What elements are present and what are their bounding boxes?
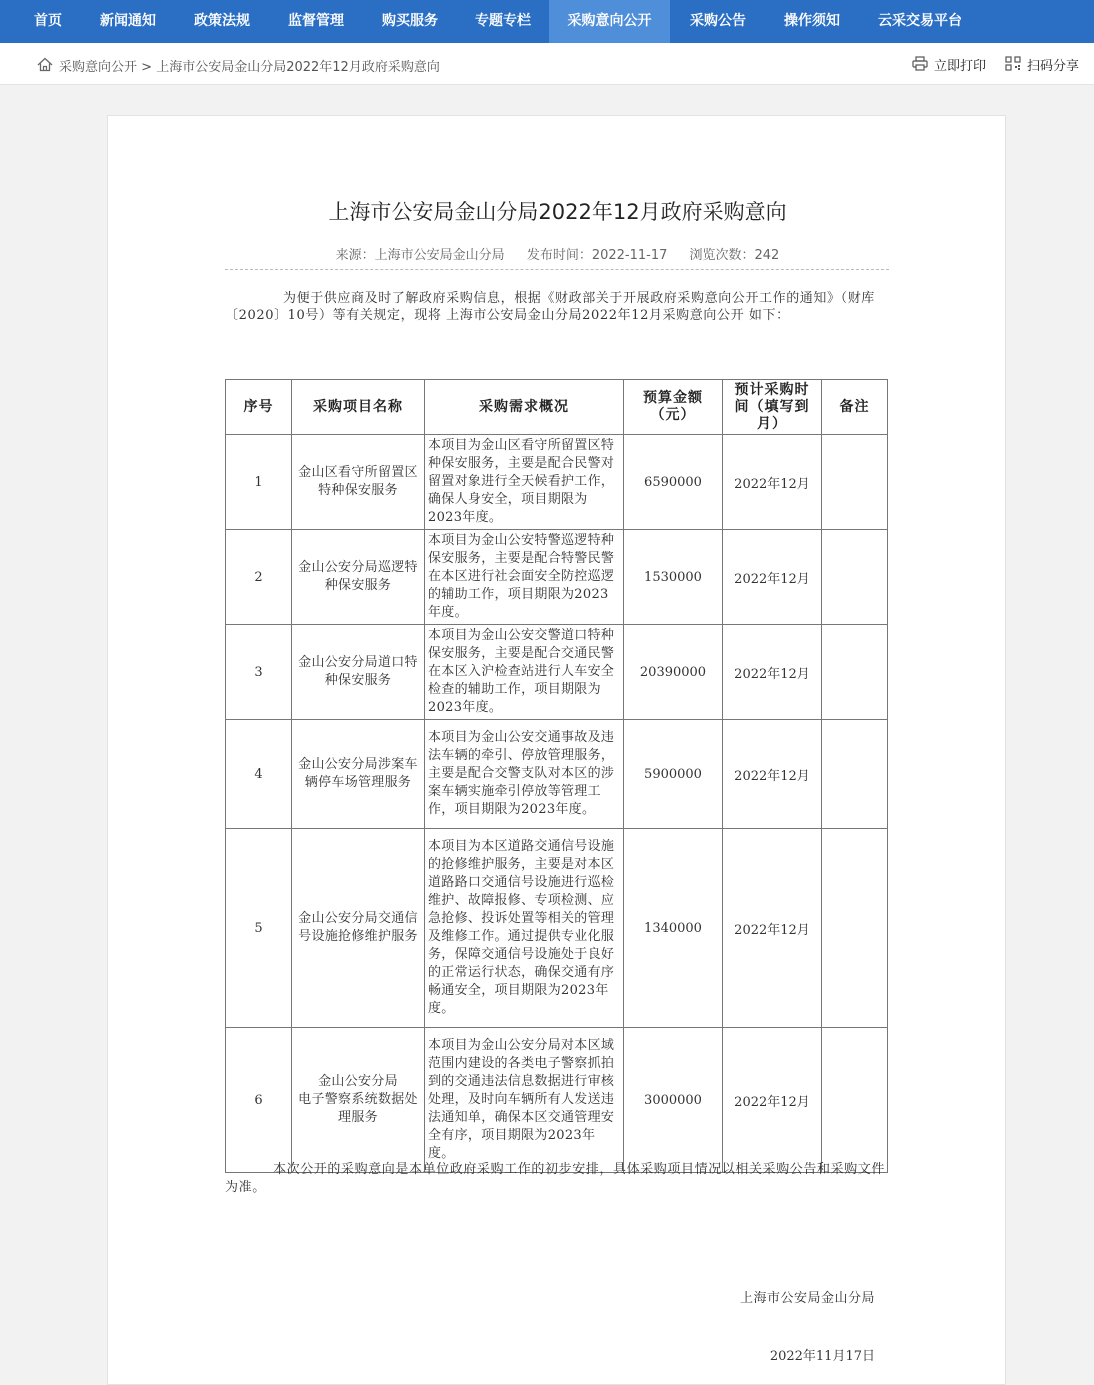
header-no: 序号 xyxy=(226,380,292,435)
cell-note xyxy=(822,625,888,720)
header-note: 备注 xyxy=(822,380,888,435)
cell-desc: 本项目为本区道路交通信号设施的抢修维护服务，主要是对本区道路路口交通信号设施进行巡检维护、故障报修、专项检测、应急抢修、投诉处置等相关的管理及维修工作。通过提供专业化服务，保障交通信号设施处于良好的正常运行状态，确保交通有序畅通安全，项目期限为2023年度。 xyxy=(425,829,624,1028)
nav-intention[interactable]: 采购意向公开 xyxy=(549,0,670,43)
cell-budget: 6590000 xyxy=(624,435,723,530)
cell-note xyxy=(822,829,888,1028)
article-views: 浏览次数：242 xyxy=(689,248,780,263)
nav-policy[interactable]: 政策法规 xyxy=(194,13,250,29)
breadcrumb-parent[interactable]: 采购意向公开 xyxy=(59,60,138,75)
nav-announcements[interactable]: 采购公告 xyxy=(690,13,746,29)
cell-budget: 1340000 xyxy=(624,829,723,1028)
cell-note xyxy=(822,435,888,530)
table-header-row xyxy=(226,380,888,435)
cell-note xyxy=(822,1028,888,1173)
header-time: 预计采购时间（填写到月） xyxy=(723,380,822,435)
breadcrumb-bar xyxy=(0,43,1094,85)
nav-purchase-service[interactable]: 购买服务 xyxy=(382,13,438,29)
cell-name: 金山公安分局 电子警察系统数据处理服务 xyxy=(292,1028,425,1173)
cell-name: 金山公安分局涉案车辆停车场管理服务 xyxy=(292,720,425,829)
cell-note xyxy=(822,720,888,829)
table-row xyxy=(226,720,888,829)
article-meta xyxy=(108,244,1007,263)
cell-time: 2022年12月 xyxy=(723,1028,822,1173)
article-signature: 上海市公安局金山分局 xyxy=(739,1291,875,1306)
title-divider xyxy=(225,269,889,270)
cell-time: 2022年12月 xyxy=(723,530,822,625)
header-name: 采购项目名称 xyxy=(292,380,425,435)
article-published: 发布时间：2022-11-17 xyxy=(526,248,668,263)
top-nav xyxy=(0,0,1094,43)
cell-budget: 1530000 xyxy=(624,530,723,625)
cell-name: 金山公安分局巡逻特种保安服务 xyxy=(292,530,425,625)
cell-budget: 3000000 xyxy=(624,1028,723,1173)
cell-time: 2022年12月 xyxy=(723,435,822,530)
cell-desc: 本项目为金山公安交警道口特种保安服务，主要是配合交通民警在本区入沪检查站进行人车安全检查的辅助工作，项目期限为2023年度。 xyxy=(425,625,624,720)
table-row xyxy=(226,530,888,625)
cell-note xyxy=(822,530,888,625)
nav-news[interactable]: 新闻通知 xyxy=(100,13,156,29)
table-row xyxy=(226,625,888,720)
cell-no: 6 xyxy=(226,1028,292,1173)
cell-no: 5 xyxy=(226,829,292,1028)
breadcrumb-separator: > xyxy=(141,60,153,75)
cell-desc: 本项目为金山区看守所留置区特种保安服务，主要是配合民警对留置对象进行全天候看护工作，确保人身安全，项目期限为2023年度。 xyxy=(425,435,624,530)
breadcrumb-current: 上海市公安局金山分局2022年12月政府采购意向 xyxy=(156,60,440,75)
article-date: 2022年11月17日 xyxy=(769,1349,875,1364)
cell-time: 2022年12月 xyxy=(723,625,822,720)
cell-no: 4 xyxy=(226,720,292,829)
cell-no: 2 xyxy=(226,530,292,625)
header-desc: 采购需求概况 xyxy=(425,380,624,435)
cell-time: 2022年12月 xyxy=(723,720,822,829)
table-row xyxy=(226,829,888,1028)
nav-supervision[interactable]: 监督管理 xyxy=(288,13,344,29)
nav-trading-platform[interactable]: 云采交易平台 xyxy=(878,13,962,29)
article-title: 上海市公安局金山分局2022年12月政府采购意向 xyxy=(328,200,787,224)
article-source: 来源：上海市公安局金山分局 xyxy=(335,248,505,263)
breadcrumb xyxy=(59,56,440,75)
printer-icon xyxy=(912,56,928,71)
share-label: 扫码分享 xyxy=(1027,59,1080,74)
cell-time: 2022年12月 xyxy=(723,829,822,1028)
article-intro: 为便于供应商及时了解政府采购信息，根据《财政部关于开展政府采购意向公开工作的通知》（财库〔2020〕10号）等有关规定，现将 上海市公安局金山分局2022年12月采购意向公开 如下： xyxy=(225,291,875,323)
table-row xyxy=(226,435,888,530)
cell-budget: 5900000 xyxy=(624,720,723,829)
nav-topics[interactable]: 专题专栏 xyxy=(475,13,531,29)
cell-desc: 本项目为金山公安分局对本区域范围内建设的各类电子警察抓拍到的交通违法信息数据进行审核处理，及时向车辆所有人发送违法通知单，确保本区交通管理安全有序，项目期限为2023年度。 xyxy=(425,1028,624,1173)
procurement-table xyxy=(225,379,888,1173)
table-row xyxy=(226,1028,888,1173)
nav-home[interactable]: 首页 xyxy=(34,13,62,29)
header-budget: 预算金额（元） xyxy=(624,380,723,435)
cell-desc: 本项目为金山公安交通事故及违法车辆的牵引、停放管理服务，主要是配合交警支队对本区的涉案车辆实施牵引停放等管理工作，项目期限为2023年度。 xyxy=(425,720,624,829)
cell-budget: 20390000 xyxy=(624,625,723,720)
cell-name: 金山公安分局道口特种保安服务 xyxy=(292,625,425,720)
cell-name: 金山公安分局交通信号设施抢修维护服务 xyxy=(292,829,425,1028)
share-button[interactable] xyxy=(1005,55,1085,73)
print-button[interactable] xyxy=(912,55,992,73)
cell-name: 金山区看守所留置区特种保安服务 xyxy=(292,435,425,530)
home-icon[interactable] xyxy=(37,57,53,72)
cell-desc: 本项目为金山公安特警巡逻特种保安服务，主要是配合特警民警在本区进行社会面安全防控巡逻的辅助工作，项目期限为2023年度。 xyxy=(425,530,624,625)
cell-no: 1 xyxy=(226,435,292,530)
qrcode-icon xyxy=(1005,56,1021,71)
print-label: 立即打印 xyxy=(934,59,987,74)
article-panel xyxy=(107,115,1006,1385)
cell-no: 3 xyxy=(226,625,292,720)
nav-instructions[interactable]: 操作须知 xyxy=(784,13,840,29)
article-closing: 本次公开的采购意向是本单位政府采购工作的初步安排，具体采购项目情况以相关采购公告和采购文件为准。 xyxy=(225,1162,886,1195)
